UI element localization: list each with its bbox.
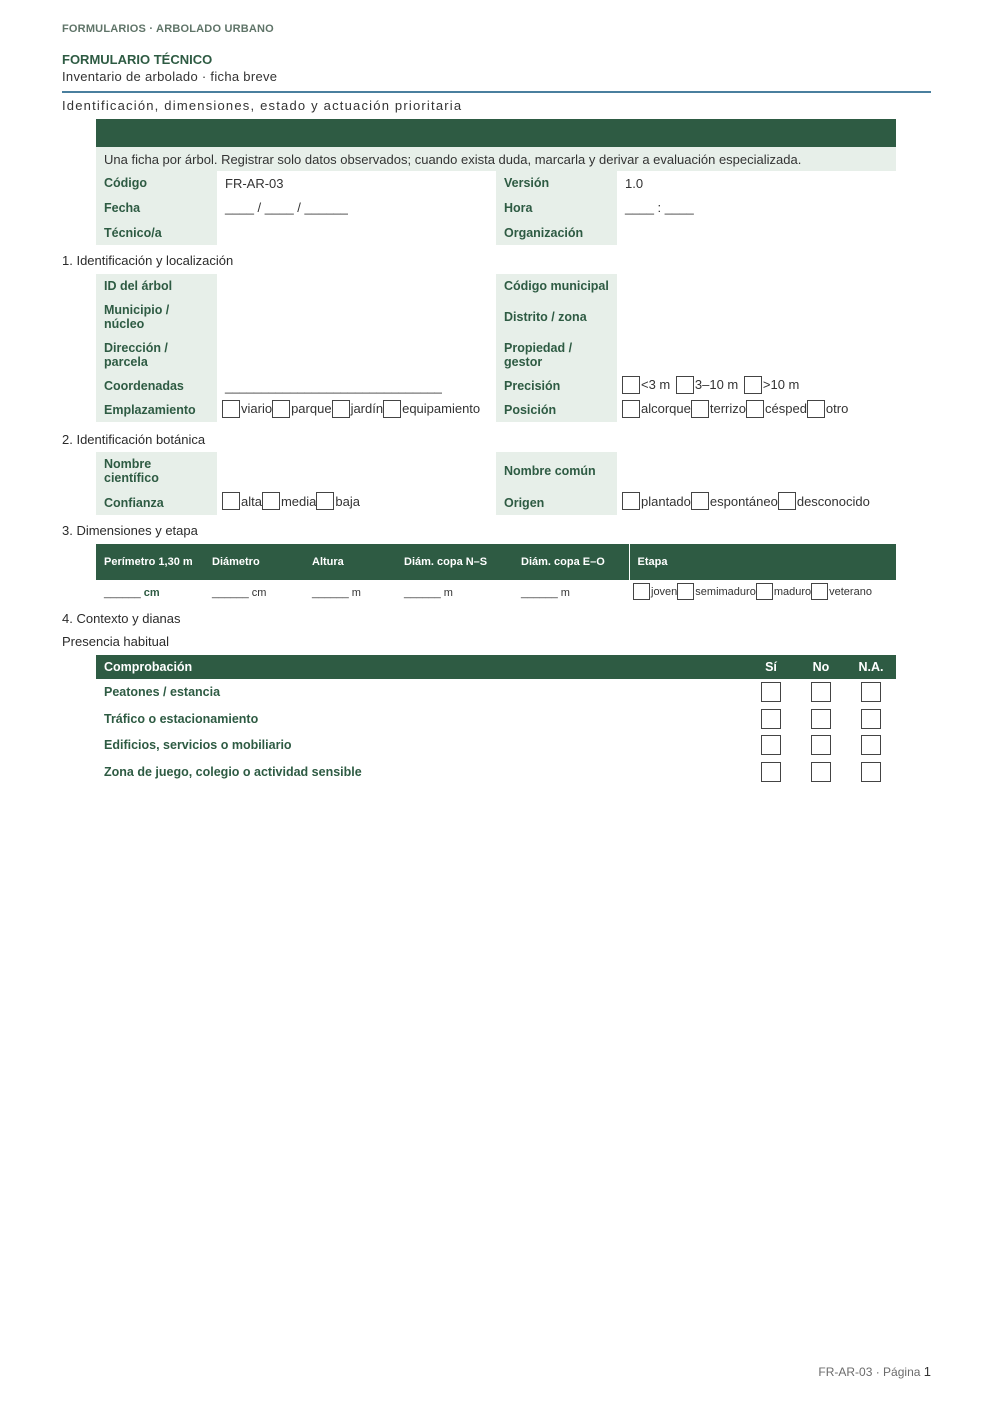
copa-ns-field[interactable] — [396, 580, 513, 606]
codigo-municipal-label: Código municipal — [496, 274, 617, 298]
copa-eo-field[interactable] — [513, 580, 629, 606]
footer-code: FR-AR-03 — [818, 1365, 873, 1379]
checklist-col-na: N.A. — [846, 655, 896, 679]
section-2-table — [96, 452, 896, 515]
section-4-title: 4. Contexto y dianas — [62, 611, 181, 626]
na-checkbox[interactable] — [861, 762, 881, 782]
organizacion-label: Organización — [496, 220, 617, 245]
confianza-options — [217, 490, 496, 515]
posicion-checkbox[interactable] — [746, 400, 764, 418]
confianza-option-label: media — [280, 493, 317, 509]
emplazamiento-checkbox[interactable] — [383, 400, 401, 418]
running-head: FORMULARIOS · ARBOLADO URBANO — [62, 23, 274, 35]
organizacion-field[interactable] — [617, 220, 896, 245]
no-checkbox[interactable] — [811, 682, 831, 702]
confianza-checkbox[interactable] — [222, 492, 240, 510]
section-2-title: 2. Identificación botánica — [62, 432, 206, 447]
na-checkbox[interactable] — [861, 682, 881, 702]
origen-checkbox[interactable] — [622, 492, 640, 510]
origen-option-label: plantado — [641, 493, 691, 509]
precision-checkbox[interactable] — [744, 376, 762, 394]
coordenadas-label: Coordenadas — [96, 374, 217, 398]
perimetro-field[interactable] — [96, 580, 204, 606]
footer-separator: · — [872, 1365, 884, 1379]
posicion-options — [617, 398, 896, 422]
dimensions-table — [96, 544, 896, 606]
nombre-cientifico-field[interactable] — [217, 452, 496, 490]
no-checkbox[interactable] — [811, 762, 831, 782]
unit-label: m — [443, 587, 453, 599]
precision-option-label: 3–10 m — [694, 377, 739, 392]
fecha-field[interactable]: ____ / ____ / ______ — [225, 200, 348, 215]
municipio-field[interactable] — [217, 298, 496, 336]
coordenadas-field[interactable]: ______________________________ — [225, 378, 442, 394]
codigo-municipal-field[interactable] — [617, 274, 896, 298]
dim-col-altura: Altura — [304, 544, 396, 580]
nombre-cientifico-label: Nombre científico — [96, 452, 217, 490]
posicion-option-label: césped — [765, 401, 807, 416]
propiedad-field[interactable] — [617, 336, 896, 374]
hora-field[interactable]: ____ : ____ — [625, 200, 694, 215]
version-label: Versión — [496, 171, 617, 195]
si-checkbox[interactable] — [761, 682, 781, 702]
dim-col-copa-eo: Diám. copa E–O — [513, 544, 629, 580]
confianza-checkbox[interactable] — [316, 492, 334, 510]
document-title: Inventario de arbolado · ficha breve — [62, 69, 278, 84]
dim-col-copa-ns: Diám. copa N–S — [396, 544, 513, 580]
section-1-title: 1. Identificación y localización — [62, 253, 234, 268]
section-4-subtitle: Presencia habitual — [62, 634, 169, 649]
section-1-table — [96, 274, 896, 422]
posicion-checkbox[interactable] — [691, 400, 709, 418]
checklist-item-label: Peatones / estancia — [104, 685, 221, 700]
distrito-label: Distrito / zona — [496, 298, 617, 336]
direccion-field[interactable] — [217, 336, 496, 374]
dim-col-diametro: Diámetro — [204, 544, 304, 580]
etapa-option-label: veterano — [829, 585, 872, 598]
na-checkbox[interactable] — [861, 735, 881, 755]
emplazamiento-options — [217, 398, 496, 422]
blank-line: ______ — [521, 587, 558, 599]
checklist-col-no: No — [796, 655, 846, 679]
document-subtitle: Identificación, dimensiones, estado y actuación prioritaria — [62, 98, 463, 113]
page-number: 1 — [923, 1364, 931, 1379]
checklist-row — [96, 732, 896, 759]
emplazamiento-option-label: parque — [291, 401, 332, 416]
confianza-option-label: baja — [335, 493, 360, 509]
origen-checkbox[interactable] — [691, 492, 709, 510]
precision-checkbox[interactable] — [676, 376, 694, 394]
etapa-options — [629, 580, 896, 606]
confianza-label: Confianza — [96, 490, 217, 515]
origen-option-label: espontáneo — [709, 493, 778, 509]
id-arbol-label: ID del árbol — [96, 274, 217, 298]
unit-label: m — [560, 587, 570, 599]
etapa-checkbox[interactable] — [633, 583, 650, 600]
fecha-label: Fecha — [96, 195, 217, 220]
altura-field[interactable] — [304, 580, 396, 606]
no-checkbox[interactable] — [811, 735, 831, 755]
blank-line: ______ — [404, 587, 441, 599]
section-3-title: 3. Dimensiones y etapa — [62, 523, 198, 538]
propiedad-label: Propiedad / gestor — [496, 336, 617, 374]
checklist-table — [96, 655, 896, 785]
emplazamiento-checkbox[interactable] — [222, 400, 240, 418]
intro-table — [96, 119, 896, 245]
etapa-checkbox[interactable] — [677, 583, 694, 600]
etapa-checkbox[interactable] — [811, 583, 828, 600]
unit-label: cm — [251, 587, 267, 599]
origen-option-label: desconocido — [796, 493, 870, 509]
si-checkbox[interactable] — [761, 762, 781, 782]
confianza-checkbox[interactable] — [262, 492, 280, 510]
origen-label: Origen — [496, 490, 617, 515]
dim-col-etapa: Etapa — [629, 544, 896, 580]
etapa-option-label: joven — [651, 585, 678, 598]
origen-checkbox[interactable] — [778, 492, 796, 510]
no-checkbox[interactable] — [811, 709, 831, 729]
footer-page-label: Página — [883, 1365, 921, 1379]
checklist-item-label: Edificios, servicios o mobiliario — [104, 738, 292, 753]
checklist-row — [96, 679, 896, 706]
na-checkbox[interactable] — [861, 709, 881, 729]
precision-label: Precisión — [496, 374, 617, 398]
intro-note: Una ficha por árbol. Registrar solo datos observados; cuando exista duda, marcarla y derivar a evaluación especializada. — [96, 147, 896, 171]
direccion-label: Dirección / parcela — [96, 336, 217, 374]
posicion-checkbox[interactable] — [622, 400, 640, 418]
emplazamiento-checkbox[interactable] — [272, 400, 290, 418]
emplazamiento-option-label: jardín — [350, 401, 384, 416]
intro-header-bar — [96, 119, 896, 147]
document-kind: FORMULARIO TÉCNICO — [62, 52, 213, 67]
nombre-comun-label: Nombre común — [496, 452, 617, 490]
id-arbol-field[interactable] — [217, 274, 496, 298]
precision-option-label: <3 m — [641, 377, 671, 392]
posicion-option-label: otro — [825, 401, 849, 416]
posicion-checkbox[interactable] — [807, 400, 825, 418]
checklist-row — [96, 759, 896, 786]
confianza-option-label: alta — [241, 493, 262, 509]
origen-options — [617, 490, 896, 515]
emplazamiento-option-label: equipamiento — [402, 401, 481, 416]
emplazamiento-option-label: viario — [241, 401, 273, 416]
emplazamiento-checkbox[interactable] — [332, 400, 350, 418]
dim-col-perimetro: Perímetro 1,30 m — [96, 544, 204, 580]
checklist-item-label: Zona de juego, colegio o actividad sensible — [104, 764, 362, 779]
unit-label: m — [351, 587, 361, 599]
tecnico-field[interactable] — [217, 220, 496, 245]
tecnico-label: Técnico/a — [96, 220, 217, 245]
precision-options — [617, 374, 896, 398]
municipio-label: Municipio / núcleo — [96, 298, 217, 336]
page-footer — [818, 1364, 931, 1379]
diametro-field[interactable] — [204, 580, 304, 606]
posicion-option-label: alcorque — [641, 401, 691, 416]
etapa-option-label: maduro — [773, 585, 812, 598]
hora-label: Hora — [496, 195, 617, 220]
blank-line: ______ — [104, 587, 141, 599]
checklist-row — [96, 706, 896, 733]
posicion-option-label: terrizo — [709, 401, 746, 416]
header-rule — [62, 91, 931, 93]
codigo-label: Código — [96, 171, 217, 195]
checklist-col-comprobacion: Comprobación — [96, 655, 746, 679]
checklist-col-si: Sí — [746, 655, 796, 679]
blank-line: ______ — [212, 587, 249, 599]
si-checkbox[interactable] — [761, 709, 781, 729]
blank-line: ______ — [312, 587, 349, 599]
checklist-item-label: Tráfico o estacionamiento — [104, 711, 259, 726]
posicion-label: Posición — [496, 398, 617, 422]
si-checkbox[interactable] — [761, 735, 781, 755]
distrito-field[interactable] — [617, 298, 896, 336]
codigo-field[interactable]: FR-AR-03 — [225, 175, 284, 191]
etapa-option-label: semimaduro — [695, 585, 756, 598]
unit-label: cm — [143, 587, 160, 599]
precision-checkbox[interactable] — [622, 376, 640, 394]
nombre-comun-field[interactable] — [617, 452, 896, 490]
precision-option-label: >10 m — [762, 377, 800, 392]
etapa-checkbox[interactable] — [756, 583, 773, 600]
version-field[interactable]: 1.0 — [625, 175, 644, 191]
emplazamiento-label: Emplazamiento — [96, 398, 217, 422]
